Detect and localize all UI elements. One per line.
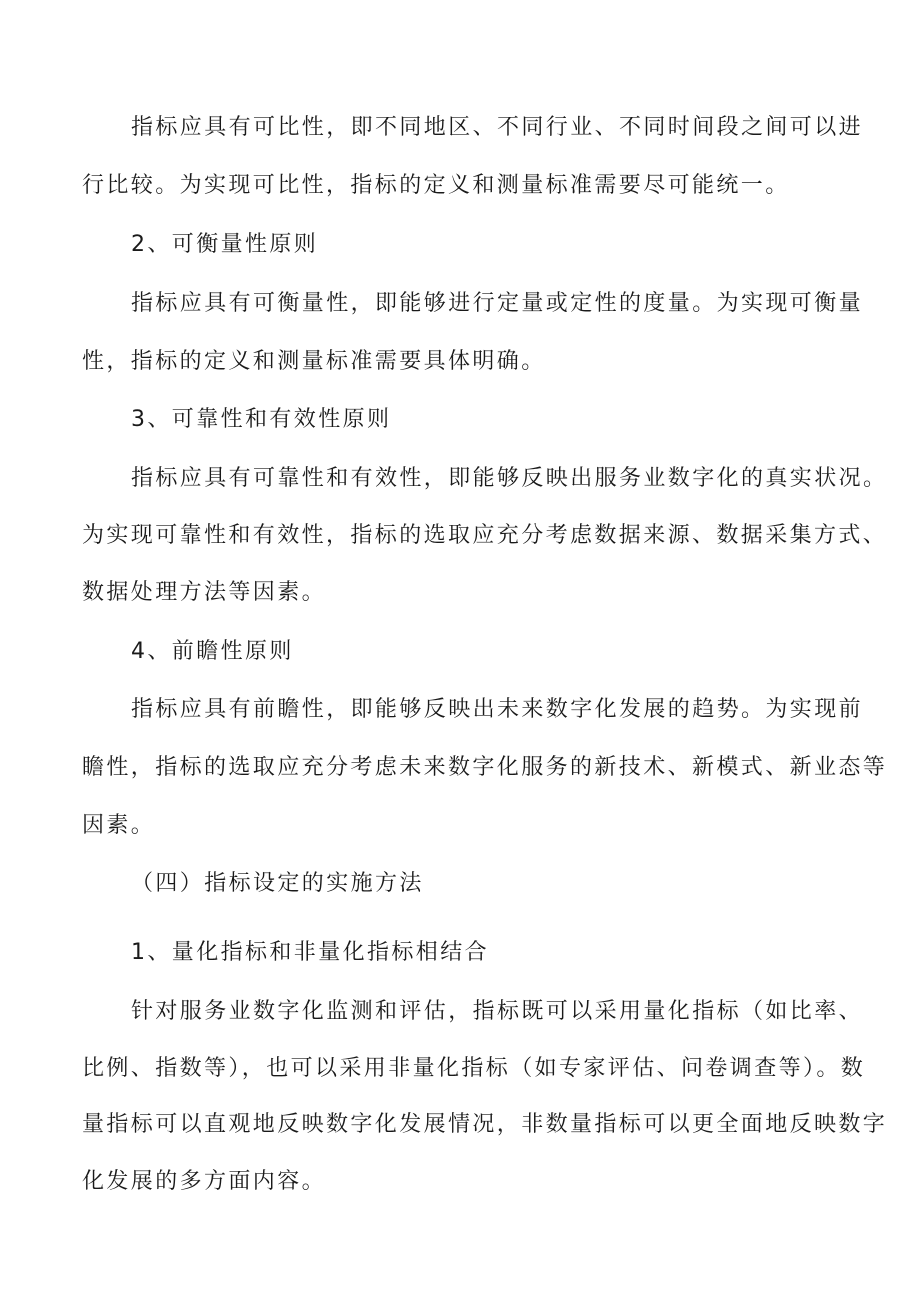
heading-quantitative-combined: 1、量化指标和非量化指标相结合	[131, 940, 489, 965]
paragraph-measurability-line-1: 指标应具有可衡量性，即能够进行定量或定性的度量。为实现可衡量	[131, 291, 864, 316]
paragraph-quantitative-line-4: 化发展的多方面内容。	[82, 1169, 327, 1194]
paragraph-reliability-line-2: 为实现可靠性和有效性，指标的选取应充分考虑数据来源、数据采集方式、	[82, 523, 888, 548]
paragraph-measurability-line-2: 性，指标的定义和测量标准需要具体明确。	[82, 349, 546, 374]
paragraph-comparability-line-2: 行比较。为实现可比性，指标的定义和测量标准需要尽可能统一。	[82, 173, 790, 198]
heading-foresight: 4、前瞻性原则	[131, 639, 294, 664]
paragraph-quantitative-line-1: 针对服务业数字化监测和评估，指标既可以采用量化指标（如比率、	[131, 999, 864, 1024]
heading-reliability-validity: 3、可靠性和有效性原则	[131, 407, 392, 432]
paragraph-reliability-line-3: 数据处理方法等因素。	[82, 580, 327, 605]
paragraph-comparability-line-1: 指标应具有可比性，即不同地区、不同行业、不同时间段之间可以进	[131, 115, 864, 140]
paragraph-quantitative-line-3: 量指标可以直观地反映数字化发展情况，非数量指标可以更全面地反映数字	[82, 1112, 888, 1137]
paragraph-foresight-line-2: 瞻性，指标的选取应充分考虑未来数字化服务的新技术、新模式、新业态等	[82, 755, 888, 780]
heading-measurability: 2、可衡量性原则	[131, 232, 319, 257]
section-heading-implementation: （四）指标设定的实施方法	[131, 871, 424, 896]
paragraph-reliability-line-1: 指标应具有可靠性和有效性，即能够反映出服务业数字化的真实状况。	[131, 466, 888, 491]
paragraph-foresight-line-3: 因素。	[82, 813, 156, 838]
paragraph-quantitative-line-2: 比例、指数等），也可以采用非量化指标（如专家评估、问卷调查等）。数	[82, 1056, 866, 1081]
paragraph-foresight-line-1: 指标应具有前瞻性，即能够反映出未来数字化发展的趋势。为实现前	[131, 697, 864, 722]
